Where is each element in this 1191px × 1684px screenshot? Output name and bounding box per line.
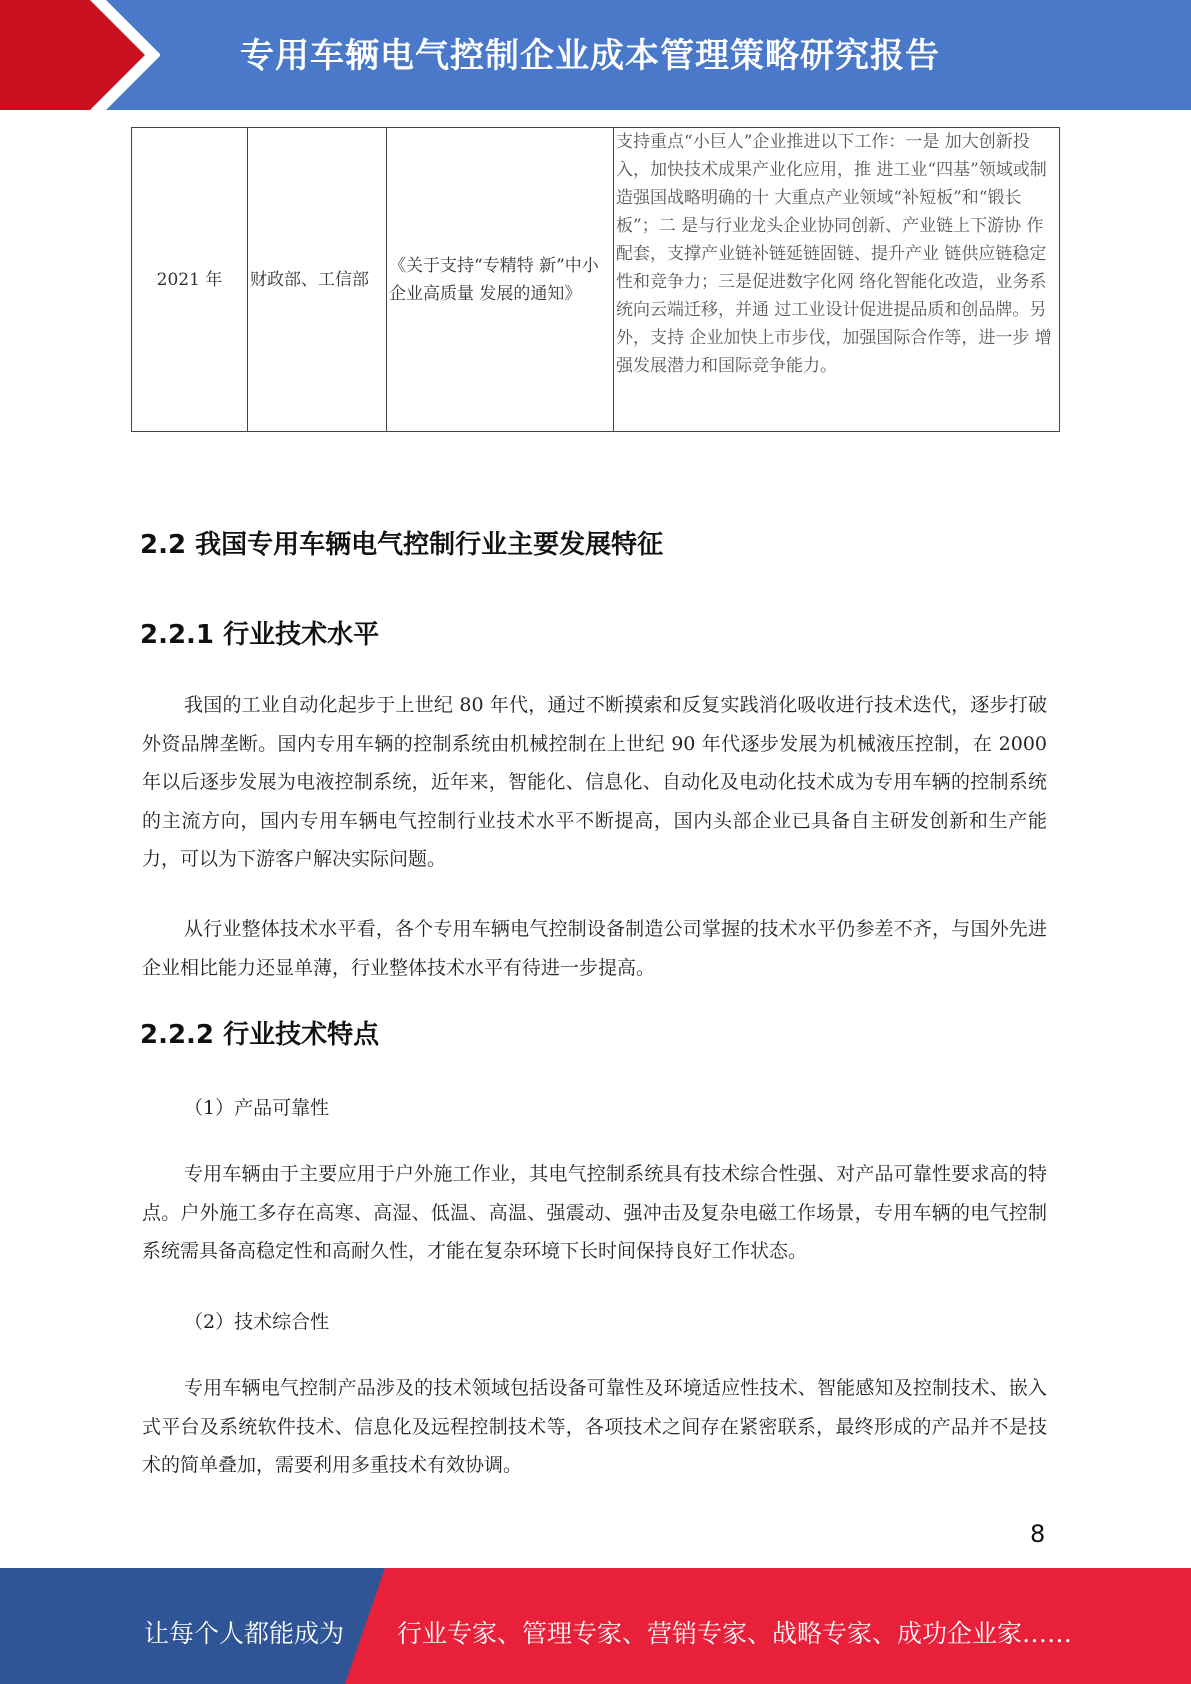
subsection-heading: 2.2.1 行业技术水平 xyxy=(140,620,380,650)
subsection-heading: 2.2.2 行业技术特点 xyxy=(140,1020,380,1050)
paragraph: 专用车辆由于主要应用于户外施工作业，其电气控制系统具有技术综合性强、对产品可靠性要求高的特点。户外施工多存在高寒、高湿、低温、高温、强震动、强冲击及复杂电磁工作场景，专用车辆的电气控制系统需具备高稳定性和高耐久性，才能在复杂环境下长时间保持良好工作状态。 xyxy=(142,1163,1047,1262)
item-heading: （2）技术综合性 xyxy=(184,1311,330,1333)
section-heading: 2.2 我国专用车辆电气控制行业主要发展特征 xyxy=(140,530,664,560)
page-footer xyxy=(0,1568,1191,1684)
item-heading: （1）产品可靠性 xyxy=(184,1097,330,1119)
document-cell: 《关于支持“专精特 新”中小企业高质量 发展的通知》 xyxy=(387,128,614,432)
report-title: 专用车辆电气控制企业成本管理策略研究报告 xyxy=(240,36,940,76)
paragraph: 从行业整体技术水平看，各个专用车辆电气控制设备制造公司掌握的技术水平仍参差不齐，与国外先进企业相比能力还显单薄，行业整体技术水平有待进一步提高。 xyxy=(142,918,1047,979)
paragraph: 我国的工业自动化起步于上世纪 80 年代，通过不断摸索和反复实践消化吸收进行技术迭代，逐步打破外资品牌垄断。国内专用车辆的控制系统由机械控制在上世纪 90 年代逐步发展为机械液压控制，在 2000 年以后逐步发展为电液控制系统，近年来，智能化、信息化、自动化及电动化技术成为专用车辆的控制系统的主流方向，国内专用车辆电气控制行业技术水平不断提高，国内头部企业已具备自主研发创新和生产能力，可以为下游客户解决实际问题。 xyxy=(142,694,1047,870)
header-arrow-decoration xyxy=(0,0,160,110)
department-cell: 财政部、工信部 xyxy=(248,128,387,432)
content-cell: 支持重点“小巨人”企业推进以下工作：一是 加大创新投入，加快技术成果产业化应用，推 进工业“四基”领域或制造强国战略明确的十 大重点产业领域“补短板”和“锻长板”；二 是与行业龙头企业协同创新、产业链上下游协 作配套，支撑产业链补链延链固链、提升产业 链供应链稳定性和竞争力；三是促进数字化网 络化智能化改造，业务系统向云端迁移，并通 过工业设计促进提品质和创品牌。另外，支持 企业加快上市步伐，加强国际合作等，进一步 增强发展潜力和国际竞争能力。 xyxy=(614,128,1060,432)
table-row xyxy=(132,128,1060,432)
footer-slogan-left: 让每个人都能成为 xyxy=(144,1619,345,1648)
page-number: 8 xyxy=(1030,1520,1046,1548)
year-cell: 2021 年 xyxy=(132,128,248,432)
footer-slogan-right: 行业专家、管理专家、营销专家、战略专家、成功企业家…… xyxy=(397,1619,1073,1648)
page-header xyxy=(0,0,1191,110)
policy-table xyxy=(131,127,1060,432)
paragraph: 专用车辆电气控制产品涉及的技术领域包括设备可靠性及环境适应性技术、智能感知及控制技术、嵌入式平台及系统软件技术、信息化及远程控制技术等，各项技术之间存在紧密联系，最终形成的产品并不是技术的简单叠加，需要利用多重技术有效协调。 xyxy=(142,1377,1047,1476)
